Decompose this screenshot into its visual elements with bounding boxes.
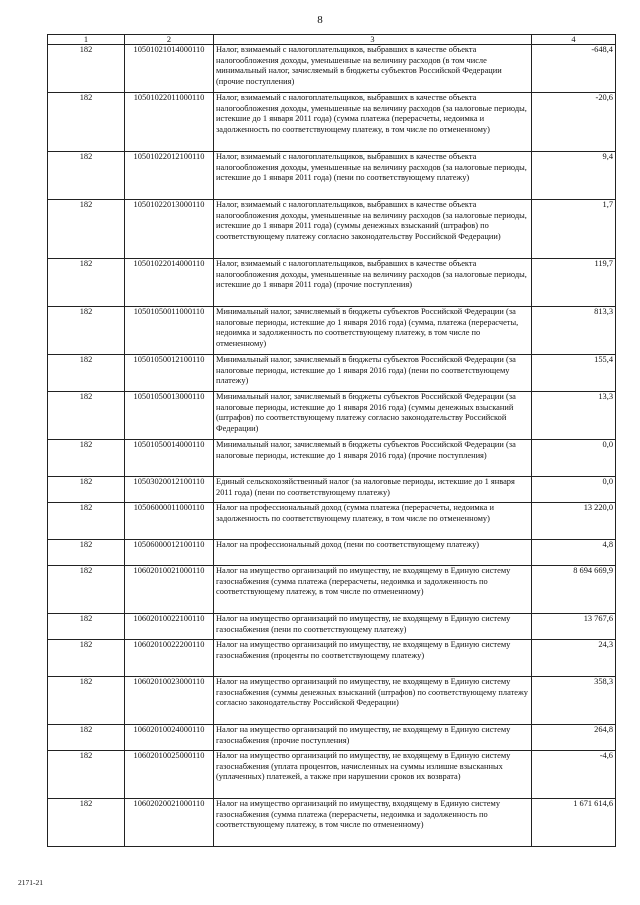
table-row — [48, 440, 616, 477]
table-row — [48, 477, 616, 503]
table-row — [48, 152, 616, 200]
cell-amount: 358,3 — [532, 677, 616, 725]
cell-admin-code: 182 — [48, 725, 125, 751]
table-row — [48, 566, 616, 614]
table-row — [48, 392, 616, 440]
cell-description: Налог на имущество организаций по имуществу, входящему в Единую систему газоснабжения (сумма платежа (перерасчеты, недоимка и задолженность по соответствующему платежу, в том числе по отмененному) — [214, 799, 532, 847]
table-row — [48, 259, 616, 307]
cell-admin-code: 182 — [48, 799, 125, 847]
cell-admin-code: 182 — [48, 477, 125, 503]
cell-amount: 8 694 669,9 — [532, 566, 616, 614]
cell-revenue-code: 10501022012100110 — [125, 152, 214, 200]
document-footer-code: 2171-21 — [18, 878, 43, 887]
table-row — [48, 540, 616, 566]
cell-amount: 13 220,0 — [532, 503, 616, 540]
cell-revenue-code: 10602010023000110 — [125, 677, 214, 725]
cell-amount: 0,0 — [532, 440, 616, 477]
cell-revenue-code: 10501050014000110 — [125, 440, 214, 477]
cell-amount: 119,7 — [532, 259, 616, 307]
cell-admin-code: 182 — [48, 540, 125, 566]
cell-revenue-code: 10501022011000110 — [125, 93, 214, 152]
table-row — [48, 503, 616, 540]
cell-description: Налог, взимаемый с налогоплательщиков, выбравших в качестве объекта налогообложения доходы, уменьшенные на величину расходов (за налоговые периоды, истекшие до 1 января 2011 года) (суммы денежных взысканий (штрафов) по соответствующему платежу согласно законодательству Российской Федерации) — [214, 200, 532, 259]
cell-revenue-code: 10602010022200110 — [125, 640, 214, 677]
cell-amount: 813,3 — [532, 307, 616, 355]
cell-amount: 0,0 — [532, 477, 616, 503]
cell-description: Минимальный налог, зачисляемый в бюджеты субъектов Российской Федерации (за налоговые периоды, истекшие до 1 января 2016 года) (суммы денежных взысканий (штрафов) по соответствующему платежу согласно законодательству Российской Федерации) — [214, 392, 532, 440]
cell-description: Налог, взимаемый с налогоплательщиков, выбравших в качестве объекта налогообложения доходы, уменьшенные на величину расходов (в том числе минимальный налог, зачисляемый в бюджеты субъектов Российской Федерации (прочие поступления) — [214, 45, 532, 93]
cell-admin-code: 182 — [48, 440, 125, 477]
cell-revenue-code: 10501050013000110 — [125, 392, 214, 440]
cell-description: Налог на профессиональный доход (сумма платежа (перерасчеты, недоимка и задолженность по соответствующему платежу, в том числе по отмененному) — [214, 503, 532, 540]
cell-amount: 13,3 — [532, 392, 616, 440]
cell-revenue-code: 10501050011000110 — [125, 307, 214, 355]
cell-admin-code: 182 — [48, 152, 125, 200]
cell-revenue-code: 10602010025000110 — [125, 751, 214, 799]
table-row — [48, 677, 616, 725]
cell-description: Налог на имущество организаций по имуществу, не входящему в Единую систему газоснабжения (проценты по соответствующему платежу) — [214, 640, 532, 677]
cell-amount: 155,4 — [532, 355, 616, 392]
cell-description: Минимальный налог, зачисляемый в бюджеты субъектов Российской Федерации (за налоговые периоды, истекшие до 1 января 2016 года) (пени по соответствующему платежу) — [214, 355, 532, 392]
table-row — [48, 640, 616, 677]
cell-revenue-code: 10501021014000110 — [125, 45, 214, 93]
budget-revenue-table — [47, 34, 616, 847]
cell-revenue-code: 10501022014000110 — [125, 259, 214, 307]
cell-amount: 1,7 — [532, 200, 616, 259]
cell-amount: 264,8 — [532, 725, 616, 751]
cell-amount: 4,8 — [532, 540, 616, 566]
cell-amount: 24,3 — [532, 640, 616, 677]
column-header-admin-code: 1 — [48, 35, 125, 45]
cell-description: Налог на имущество организаций по имуществу, не входящему в Единую систему газоснабжения (сумма платежа (перерасчеты, недоимка и задолженность по соответствующему платежу, в том числе по отмененному) — [214, 566, 532, 614]
cell-admin-code: 182 — [48, 355, 125, 392]
cell-revenue-code: 10602010024000110 — [125, 725, 214, 751]
table-row — [48, 307, 616, 355]
cell-admin-code: 182 — [48, 640, 125, 677]
cell-amount: 1 671 614,6 — [532, 799, 616, 847]
cell-admin-code: 182 — [48, 614, 125, 640]
cell-amount: -4,6 — [532, 751, 616, 799]
table-row — [48, 93, 616, 152]
cell-revenue-code: 10602010022100110 — [125, 614, 214, 640]
table-header-row — [48, 35, 616, 45]
cell-admin-code: 182 — [48, 259, 125, 307]
cell-description: Минимальный налог, зачисляемый в бюджеты субъектов Российской Федерации (за налоговые периоды, истекшие до 1 января 2016 года) (сумма, платежа (перерасчеты, недоимка и задолженность по соответствующему платежу, в том числе по отмененному) — [214, 307, 532, 355]
cell-amount: -20,6 — [532, 93, 616, 152]
cell-revenue-code: 10506000011000110 — [125, 503, 214, 540]
cell-revenue-code: 10602010021000110 — [125, 566, 214, 614]
cell-admin-code: 182 — [48, 93, 125, 152]
cell-amount: 9,4 — [532, 152, 616, 200]
cell-revenue-code: 10501022013000110 — [125, 200, 214, 259]
cell-amount: -648,4 — [532, 45, 616, 93]
table-row — [48, 45, 616, 93]
cell-revenue-code: 10506000012100110 — [125, 540, 214, 566]
cell-admin-code: 182 — [48, 392, 125, 440]
cell-admin-code: 182 — [48, 45, 125, 93]
cell-revenue-code: 10501050012100110 — [125, 355, 214, 392]
cell-description: Налог, взимаемый с налогоплательщиков, выбравших в качестве объекта налогообложения доходы, уменьшенные на величину расходов (за налоговые периоды, истекшие до 1 января 2011 года) (прочие поступления) — [214, 259, 532, 307]
cell-revenue-code: 10503020012100110 — [125, 477, 214, 503]
cell-admin-code: 182 — [48, 751, 125, 799]
column-header-revenue-code: 2 — [125, 35, 214, 45]
column-header-description: 3 — [214, 35, 532, 45]
cell-amount: 13 767,6 — [532, 614, 616, 640]
cell-description: Единый сельскохозяйственный налог (за налоговые периоды, истекшие до 1 января 2011 года) (пени по соответствующему платежу) — [214, 477, 532, 503]
table-row — [48, 614, 616, 640]
cell-description: Минимальный налог, зачисляемый в бюджеты субъектов Российской Федерации (за налоговые периоды, истекшие до 1 января 2016 года) (прочие поступления) — [214, 440, 532, 477]
cell-description: Налог на имущество организаций по имуществу, не входящему в Единую систему газоснабжения (уплата процентов, начисленных на суммы излишне взысканных (уплаченных) платежей, а также при нарушении сроков их возврата) — [214, 751, 532, 799]
cell-admin-code: 182 — [48, 566, 125, 614]
table-row — [48, 725, 616, 751]
cell-description: Налог на профессиональный доход (пени по соответствующему платежу) — [214, 540, 532, 566]
cell-revenue-code: 10602020021000110 — [125, 799, 214, 847]
cell-description: Налог на имущество организаций по имуществу, не входящему в Единую систему газоснабжения (суммы денежных взысканий (штрафов) по соответствующему платежу согласно законодательству Российской Федерации) — [214, 677, 532, 725]
table-row — [48, 799, 616, 847]
table-row — [48, 751, 616, 799]
table-body — [48, 45, 616, 847]
cell-description: Налог на имущество организаций по имуществу, не входящему в Единую систему газоснабжения (прочие поступления) — [214, 725, 532, 751]
table-row — [48, 355, 616, 392]
cell-admin-code: 182 — [48, 503, 125, 540]
table-row — [48, 200, 616, 259]
cell-admin-code: 182 — [48, 677, 125, 725]
cell-admin-code: 182 — [48, 200, 125, 259]
cell-description: Налог, взимаемый с налогоплательщиков, выбравших в качестве объекта налогообложения доходы, уменьшенные на величину расходов (за налоговые периоды, истекшие до 1 января 2011 года) (сумма платежа (перерасчеты, недоимка и задолженность по соответствующему платежу, в том числе по отмененному) — [214, 93, 532, 152]
page-number: 8 — [317, 14, 323, 26]
cell-description: Налог, взимаемый с налогоплательщиков, выбравших в качестве объекта налогообложения доходы, уменьшенные на величину расходов (за налоговые периоды, истекшие до 1 января 2011 года) (пени по соответствующему платежу) — [214, 152, 532, 200]
cell-description: Налог на имущество организаций по имуществу, не входящему в Единую систему газоснабжения (пени по соответствующему платежу) — [214, 614, 532, 640]
column-header-amount: 4 — [532, 35, 616, 45]
cell-admin-code: 182 — [48, 307, 125, 355]
